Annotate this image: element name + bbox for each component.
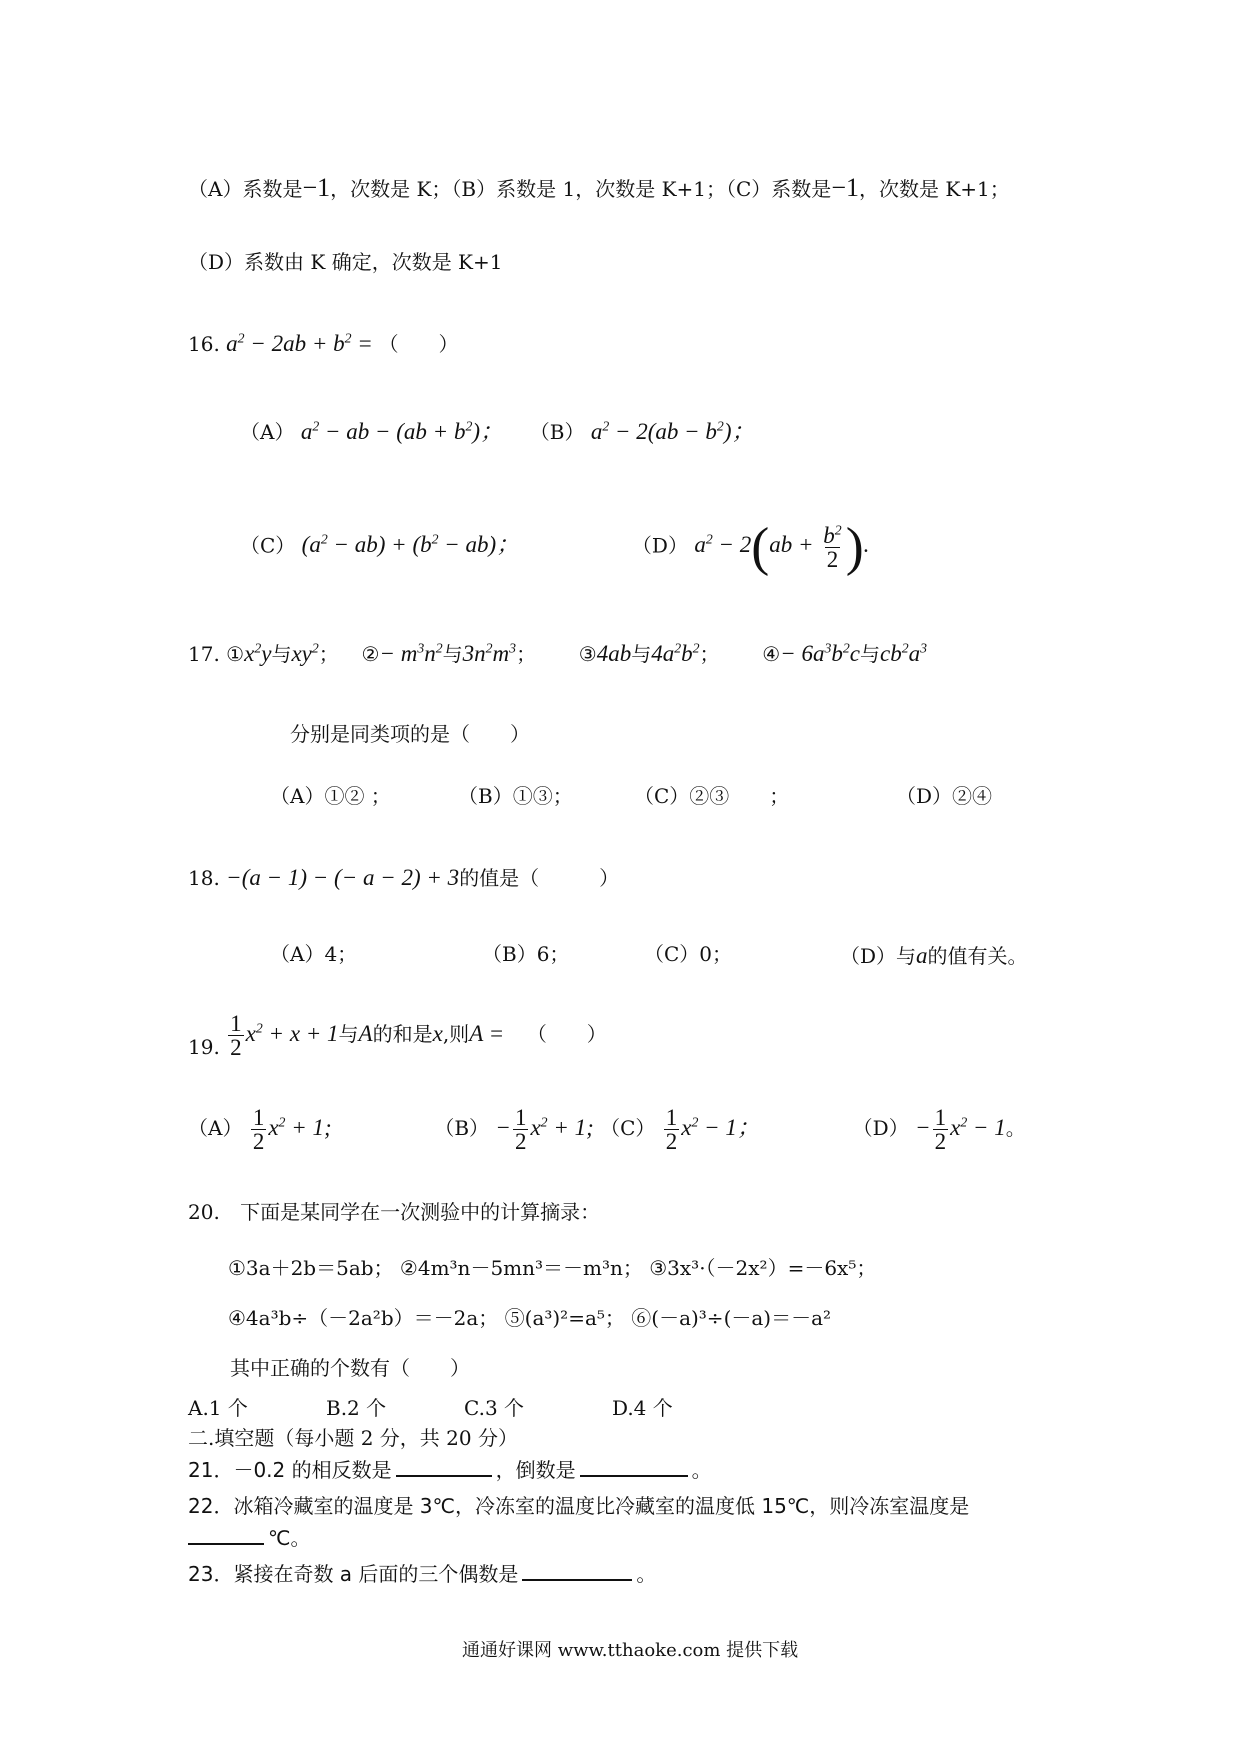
q15-option-d: （D）系数由 K 确定，次数是 K+1: [188, 250, 503, 274]
q23-text: 23．紧接在奇数 a 后面的三个偶数是: [188, 1562, 519, 1586]
q17-pair-2-b: $3n^2m^3$: [462, 640, 517, 666]
q17-question: 分别是同类项的是（ ）: [290, 722, 530, 746]
q21-blank-opposite[interactable]: [396, 1474, 492, 1477]
q16-option-d-expr: $a^2 - 2(ab$ + $\frac{b^2}{2}$ ).: [694, 517, 870, 577]
q19-answer-paren: （ ）: [526, 1021, 607, 1046]
q17-and-1: 与: [271, 642, 292, 666]
q19-var-x: x: [432, 1020, 443, 1046]
q19-text-then: ,则: [442, 1021, 470, 1046]
q16-option-a-expr: $a^2$ − ab − $(ab + b^2)$；: [300, 418, 504, 444]
q20-item-5: ⑤(a³)²=a⁵；: [504, 1306, 625, 1330]
q17-and-3: 与: [631, 642, 652, 666]
q17-option-d: （D）②④: [896, 784, 993, 808]
q18-option-d-pre: （D）与: [840, 944, 917, 968]
q20-stem: [188, 1200, 600, 1224]
q15-option-a-value: −1: [302, 173, 331, 202]
q16-option-c-expr: $(a^2 - ab) + (b^2 - ab)$；: [301, 531, 520, 558]
q19-expression: $\frac{1}{2}$ $x^2 + x + 1$: [230, 1011, 339, 1060]
q20-items-row2: [228, 1306, 831, 1330]
q17-pair-4-a: − $6a^3b^2c$: [780, 640, 861, 666]
q17-option-a: （A）①② ；: [270, 784, 391, 808]
q17-pair-2-a: − $m^3n^2$: [379, 640, 443, 666]
q15-option-c-label: （C）系数是: [726, 177, 832, 201]
q20-items-row1: [228, 1256, 876, 1280]
q15-options-line1: [188, 172, 1010, 203]
q17-option-b: （B）①③；: [458, 784, 573, 808]
q19-option-c-expr: $\frac{1}{2}$ $x^2 - 1$；: [665, 1105, 760, 1154]
q23: [188, 1562, 656, 1586]
q18-option-d-var: a: [916, 943, 928, 968]
q17-pair-3-a: 4ab: [596, 641, 632, 666]
q19-option-b-expr: − $\frac{1}{2}$ $x^2 + 1$;: [495, 1105, 594, 1154]
page-footer: 通通好课网 www.tthaoke.com 提供下载: [462, 1640, 799, 1661]
q23-end: 。: [636, 1562, 657, 1586]
q19-option-c-label: （C）: [600, 1115, 656, 1140]
q22-blank-temperature[interactable]: [188, 1542, 264, 1545]
q17-pair-4-b: $cb^2a^3$: [880, 640, 928, 666]
q17-pair-1-a: $x^2y$: [244, 640, 272, 666]
q18-option-a: （A）4；: [270, 942, 358, 966]
q19-stem: [188, 1012, 607, 1059]
q19-A-equals: A =: [469, 1020, 505, 1046]
q18-question: 的值是（ ）: [459, 866, 620, 890]
q17-semi-2: ；: [516, 642, 537, 666]
q16-options-cd: [240, 517, 870, 577]
q15-option-b: （B）系数是 1，次数是 K+1；: [451, 177, 726, 201]
q22-line2: [188, 1526, 310, 1550]
q16-expression: $a^2 - 2ab + b^2$ =: [226, 330, 379, 356]
q21: [188, 1458, 712, 1482]
q18-option-c: （C）0；: [644, 942, 733, 966]
q20-item-6: ⑥(－a)³÷(－a)＝－a²: [631, 1306, 832, 1330]
q19-end-mark: 。: [1005, 1115, 1026, 1140]
q17-pair-3-b: $4a^2b^2$: [651, 640, 700, 666]
q18-number: 18.: [188, 866, 220, 890]
q19-option-b-label: （B）: [434, 1115, 490, 1140]
q20-choice-d: D.4 个: [612, 1396, 673, 1420]
q20-item-1: ①3a＋2b＝5ab；: [228, 1256, 394, 1280]
q19-option-d-expr: − $\frac{1}{2}$ $x^2 - 1$: [915, 1105, 1006, 1154]
q20-item-4: ④4a³b÷（－2a²b）＝－2a；: [228, 1306, 499, 1330]
q23-blank-evens[interactable]: [522, 1578, 632, 1581]
q20-question: 下面是某同学在一次测验中的计算摘录：: [240, 1200, 601, 1224]
q21-text-reciprocal: ，倒数是: [495, 1458, 576, 1482]
q18-option-d: [840, 942, 1028, 970]
q18-option-b: （B）6；: [482, 942, 570, 966]
q17-semi-1: ；: [318, 642, 339, 666]
q15-option-c-value: −1: [831, 173, 859, 202]
q20-choice-a: A.1 个: [188, 1396, 248, 1420]
q19-number: 19.: [188, 1035, 220, 1059]
q20-item-2: ②4m³n－5mn³＝－m³n；: [399, 1256, 643, 1280]
q20-item-3: ③3x³·（－2x²）=－6x⁵；: [649, 1256, 877, 1280]
q18-stem: [188, 864, 619, 892]
q22-unit: ℃。: [268, 1526, 311, 1550]
q20-number: 20.: [188, 1200, 220, 1224]
q15-option-a-rest: ，次数是 K；: [330, 177, 452, 201]
q17-stem: [188, 640, 927, 668]
q17-and-4: 与: [860, 642, 881, 666]
q17-number: 17.: [188, 642, 220, 666]
q17-and-2: 与: [442, 642, 463, 666]
q16-options-ab: [240, 418, 755, 446]
q19-option-d-label: （D）: [852, 1115, 909, 1140]
q17-pair-1-b: $xy^2$: [291, 640, 319, 666]
q18-expression: −(a − 1) − (− a − 2) + 3: [226, 865, 460, 890]
q17-option-c: （C）②③ ；: [634, 784, 790, 808]
q18-option-d-post: 的值有关。: [927, 944, 1028, 968]
q16-stem: [188, 330, 459, 358]
q17-circle-1: ①: [226, 642, 245, 666]
q16-option-d-label: （D）: [631, 533, 688, 558]
q17-semi-3: ；: [699, 642, 720, 666]
q16-answer-paren: （ ）: [378, 332, 459, 356]
q17-circle-3: ③: [578, 642, 597, 666]
q22-line1: 22．冰箱冷藏室的温度是 3℃，冷冻室的温度比冷藏室的温度低 15℃，则冷冻室温度是: [188, 1494, 970, 1518]
q15-option-c-rest: ，次数是 K+1；: [858, 177, 1010, 201]
q19-text-and: 与: [338, 1021, 359, 1046]
q17-circle-4: ④: [762, 642, 781, 666]
q19-option-a-expr: $\frac{1}{2}$ $x^2 + 1$;: [252, 1105, 332, 1154]
q19-option-a-label: （A）: [188, 1115, 243, 1140]
q16-option-a-label: （A）: [240, 420, 295, 444]
q19-text-sum: 的和是: [372, 1021, 433, 1046]
section-2-heading: 二.填空题（每小题 2 分，共 20 分）: [188, 1426, 518, 1450]
q20-choice-b: B.2 个: [326, 1396, 387, 1420]
q21-end: 。: [691, 1458, 712, 1482]
q21-text: 21．－0.2 的相反数是: [188, 1458, 392, 1482]
q20-ask: 其中正确的个数有（ ）: [230, 1356, 470, 1380]
q16-number: 16.: [188, 332, 220, 356]
q16-option-c-label: （C）: [240, 533, 296, 558]
q16-option-b-label: （B）: [529, 420, 585, 444]
q21-blank-reciprocal[interactable]: [580, 1474, 688, 1477]
q20-choice-c: C.3 个: [464, 1396, 525, 1420]
q19-options: [188, 1106, 1026, 1153]
q17-circle-2: ②: [361, 642, 380, 666]
q19-var-A: A: [358, 1020, 373, 1046]
q16-option-b-expr: $a^2 - 2(ab - b^2)$；: [590, 418, 755, 444]
q15-option-a-label: （A）系数是: [188, 177, 303, 201]
